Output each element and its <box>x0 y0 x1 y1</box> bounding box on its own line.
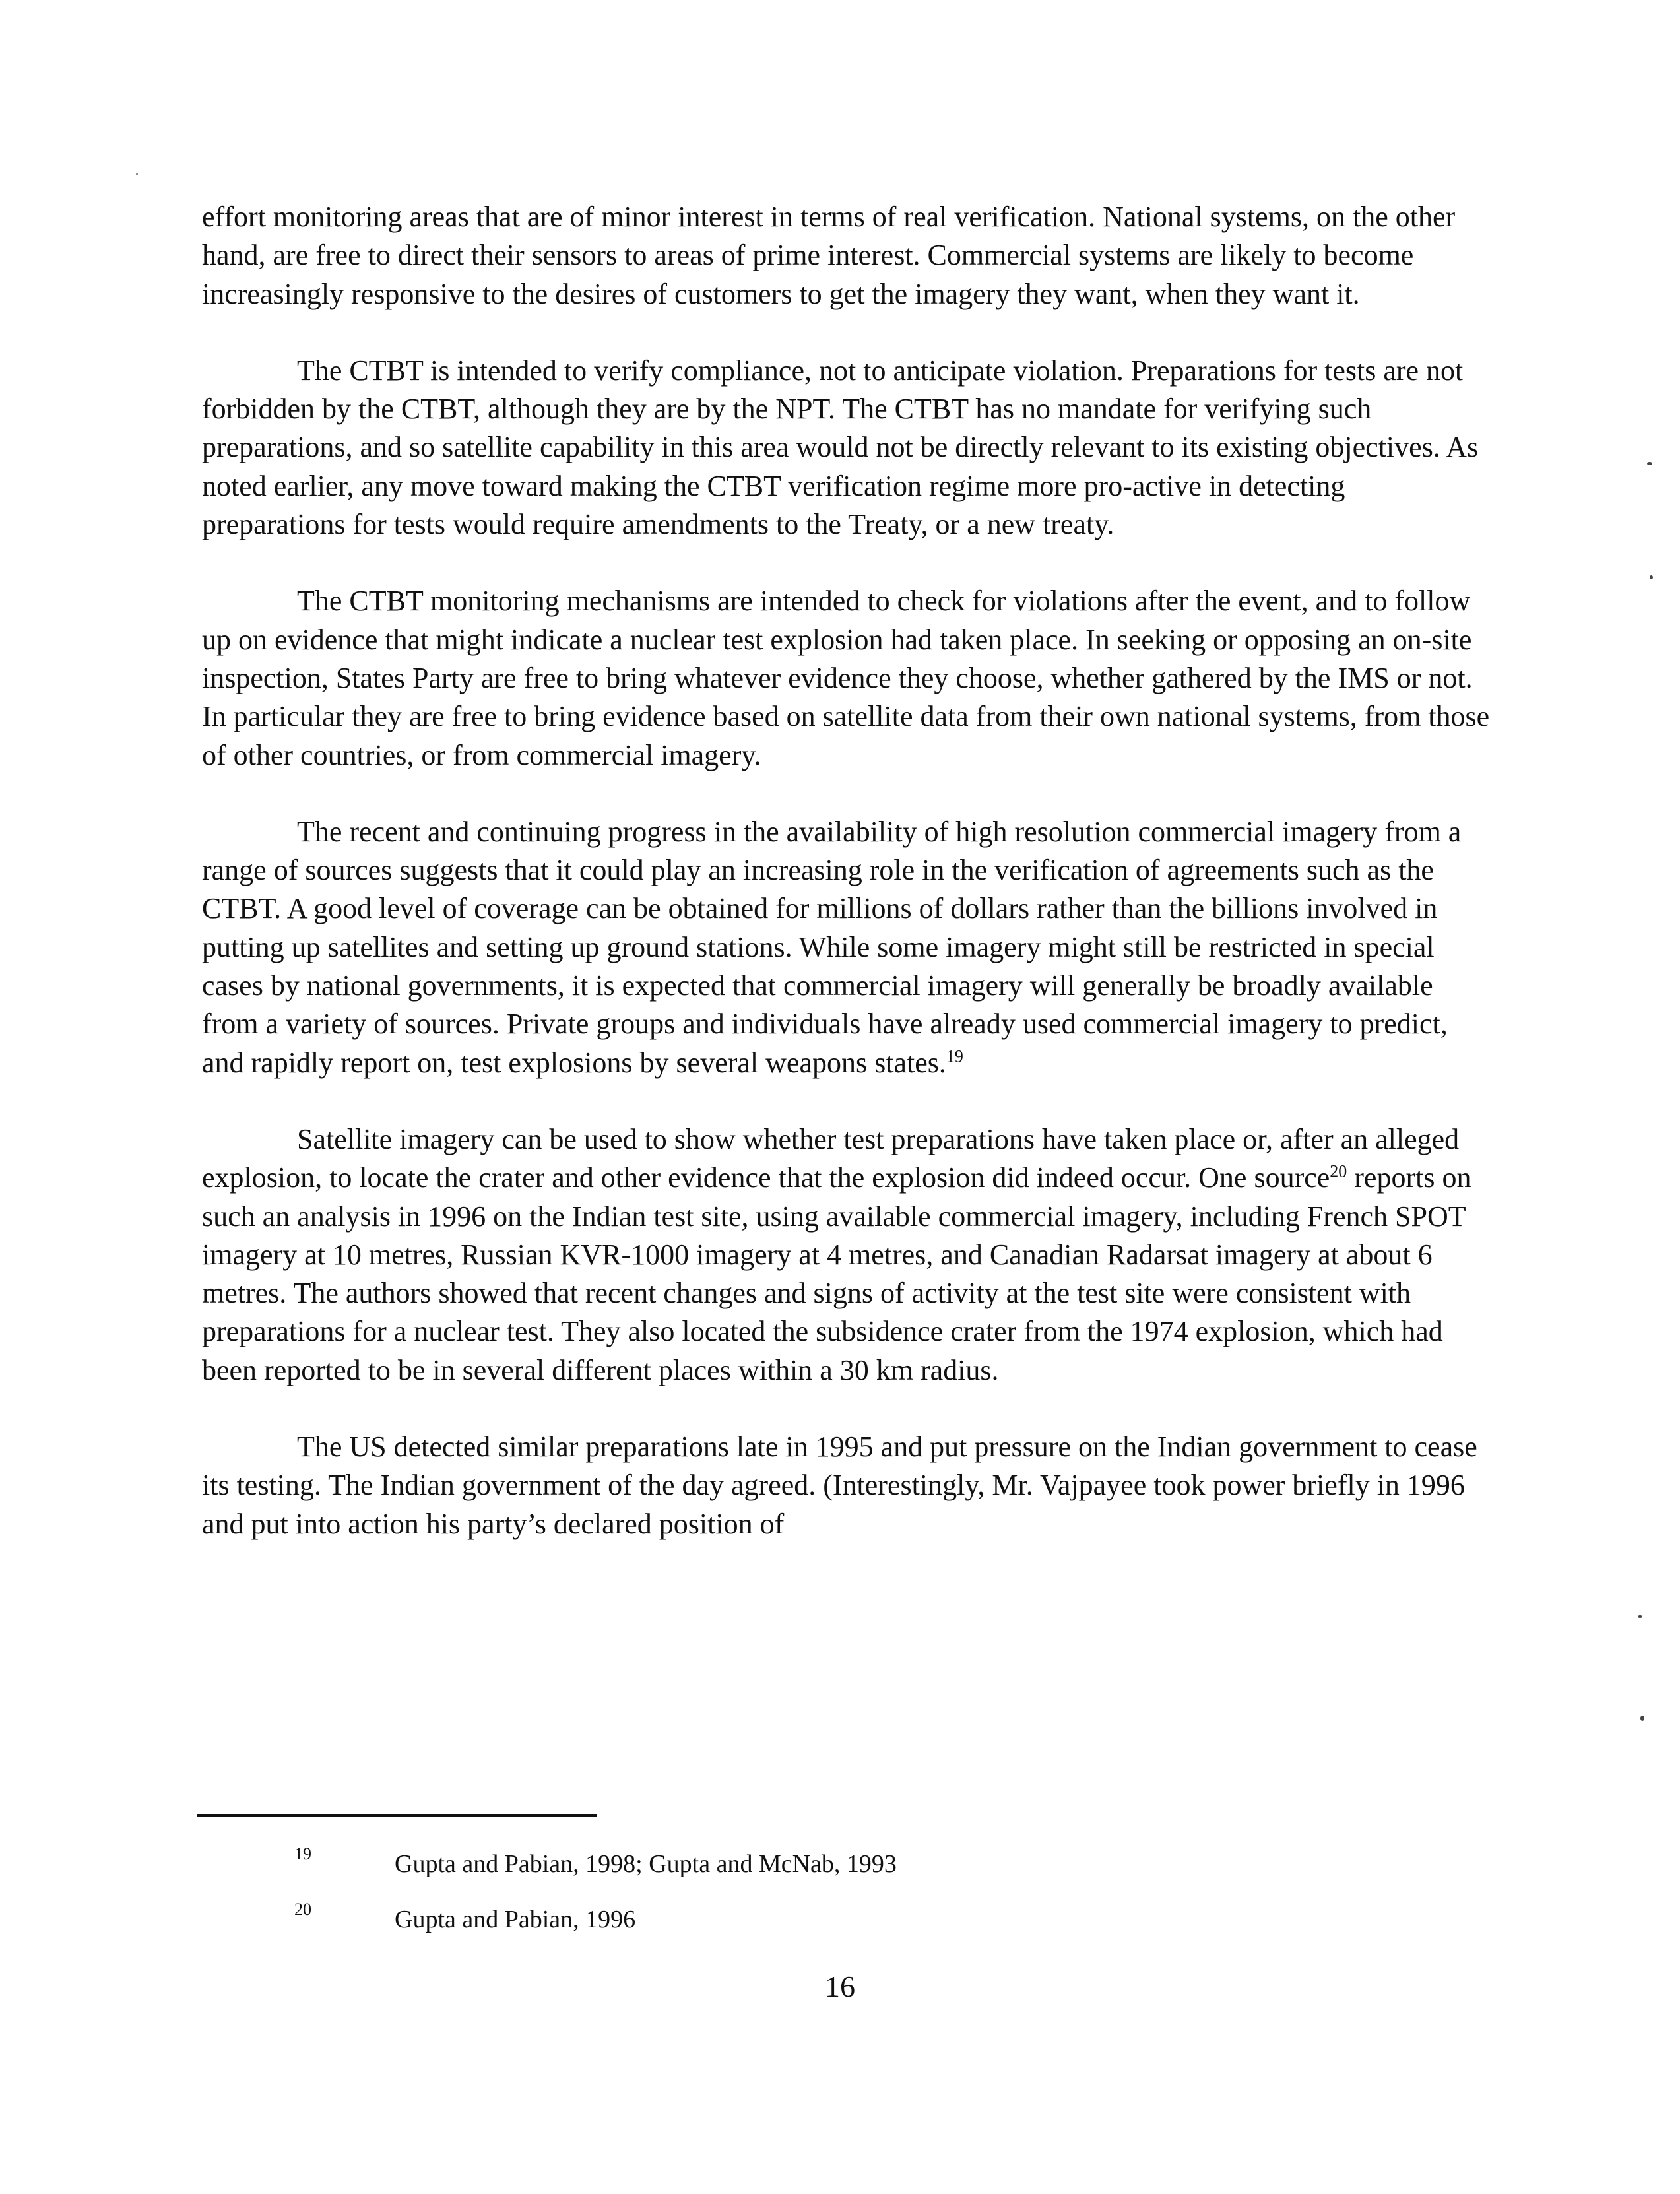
footnotes <box>294 1844 1416 1955</box>
scan-speck <box>1638 1615 1642 1618</box>
scan-speck <box>136 173 138 175</box>
paragraph-4 <box>202 813 1495 1082</box>
footnote-19 <box>294 1844 1416 1900</box>
footnote-20 <box>294 1900 1416 1955</box>
paragraph-4-text: The recent and continuing progress in the availability of high resolution commercial imagery from a range of sources suggests that it could play an increasing role in the verification of agreements such as the CTBT. A good level of coverage can be obtained for millions of dollars rather than the billions involved in putting up satellites and setting up ground stations. While some imagery might still be restricted in special cases by national governments, it is expected that commercial imagery will generally be broadly available from a variety of sources. Private groups and individuals have already used commercial imagery to predict, and rapidly report on, test explosions by several weapons states. <box>202 815 1462 1079</box>
footnote-text: Gupta and Pabian, 1996 <box>395 1906 636 1933</box>
paragraph-6: The US detected similar preparations late in 1995 and put pressure on the Indian government to cease its testing. The Indian government of the day agreed. (Interestingly, Mr. Vajpayee took power briefly in 1996 and put into action his party’s declared position of <box>202 1431 1477 1540</box>
scan-speck <box>1647 462 1652 465</box>
scan-speck <box>1650 575 1653 579</box>
footnote-number: 19 <box>294 1844 311 1863</box>
paragraph-5-start: Satellite imagery can be used to show whether test preparations have taken place or, after an alleged explosion, to locate the crater and other evidence that the explosion did indeed occur. One source <box>202 1122 1460 1194</box>
footnote-ref-19[interactable]: 19 <box>946 1046 963 1066</box>
paragraph-3: The CTBT monitoring mechanisms are intended to check for violations after the event, and to follow up on evidence that might indicate a nuclear test explosion had taken place. In seeking or opposing an on-site inspection, States Party are free to bring whatever evidence they choose, whether gathered by the IMS or not. In particular they are free to bring evidence based on satellite data from their own national systems, from those of other countries, or from commercial imagery. <box>202 585 1490 771</box>
scan-speck <box>1640 1716 1644 1721</box>
body-text <box>202 198 1495 1582</box>
paragraph-2: The CTBT is intended to verify compliance, not to anticipate violation. Preparations for tests are not forbidden by the CTBT, although they are by the NPT. The CTBT has no mandate for verifying such preparations, and so satellite capability in this area would not be directly relevant to its existing objectives. As noted earlier, any move toward making the CTBT verification regime more pro-active in detecting preparations for tests would require amendments to the Treaty, or a new treaty. <box>202 354 1479 541</box>
footnote-number: 20 <box>294 1900 311 1919</box>
footnote-text: Gupta and Pabian, 1998; Gupta and McNab, 1993 <box>395 1850 897 1878</box>
footnote-divider <box>197 1814 597 1817</box>
paragraph-5 <box>202 1120 1495 1390</box>
page-number: 16 <box>825 1970 855 2003</box>
paragraph-5-rest: reports on such an analysis in 1996 on the Indian test site, using available commercial imagery, including French SPOT imagery at 10 metres, Russian KVR-1000 imagery at 4 metres, and Canadian Radarsat imagery at about 6 metres. The authors showed that recent changes and signs of activity at the test site were consistent with preparations for a nuclear test. They also located the subsidence crater from the 1974 explosion, which had been reported to be in several different places within a 30 km radius. <box>202 1161 1471 1386</box>
paragraph-1: effort monitoring areas that are of minor interest in terms of real verification. National systems, on the other hand, are free to direct their sensors to areas of prime interest. Commercial systems are likely to become increasingly responsive to the desires of customers to get the imagery they want, when they want it. <box>202 201 1456 310</box>
footnote-ref-20[interactable]: 20 <box>1330 1161 1347 1181</box>
